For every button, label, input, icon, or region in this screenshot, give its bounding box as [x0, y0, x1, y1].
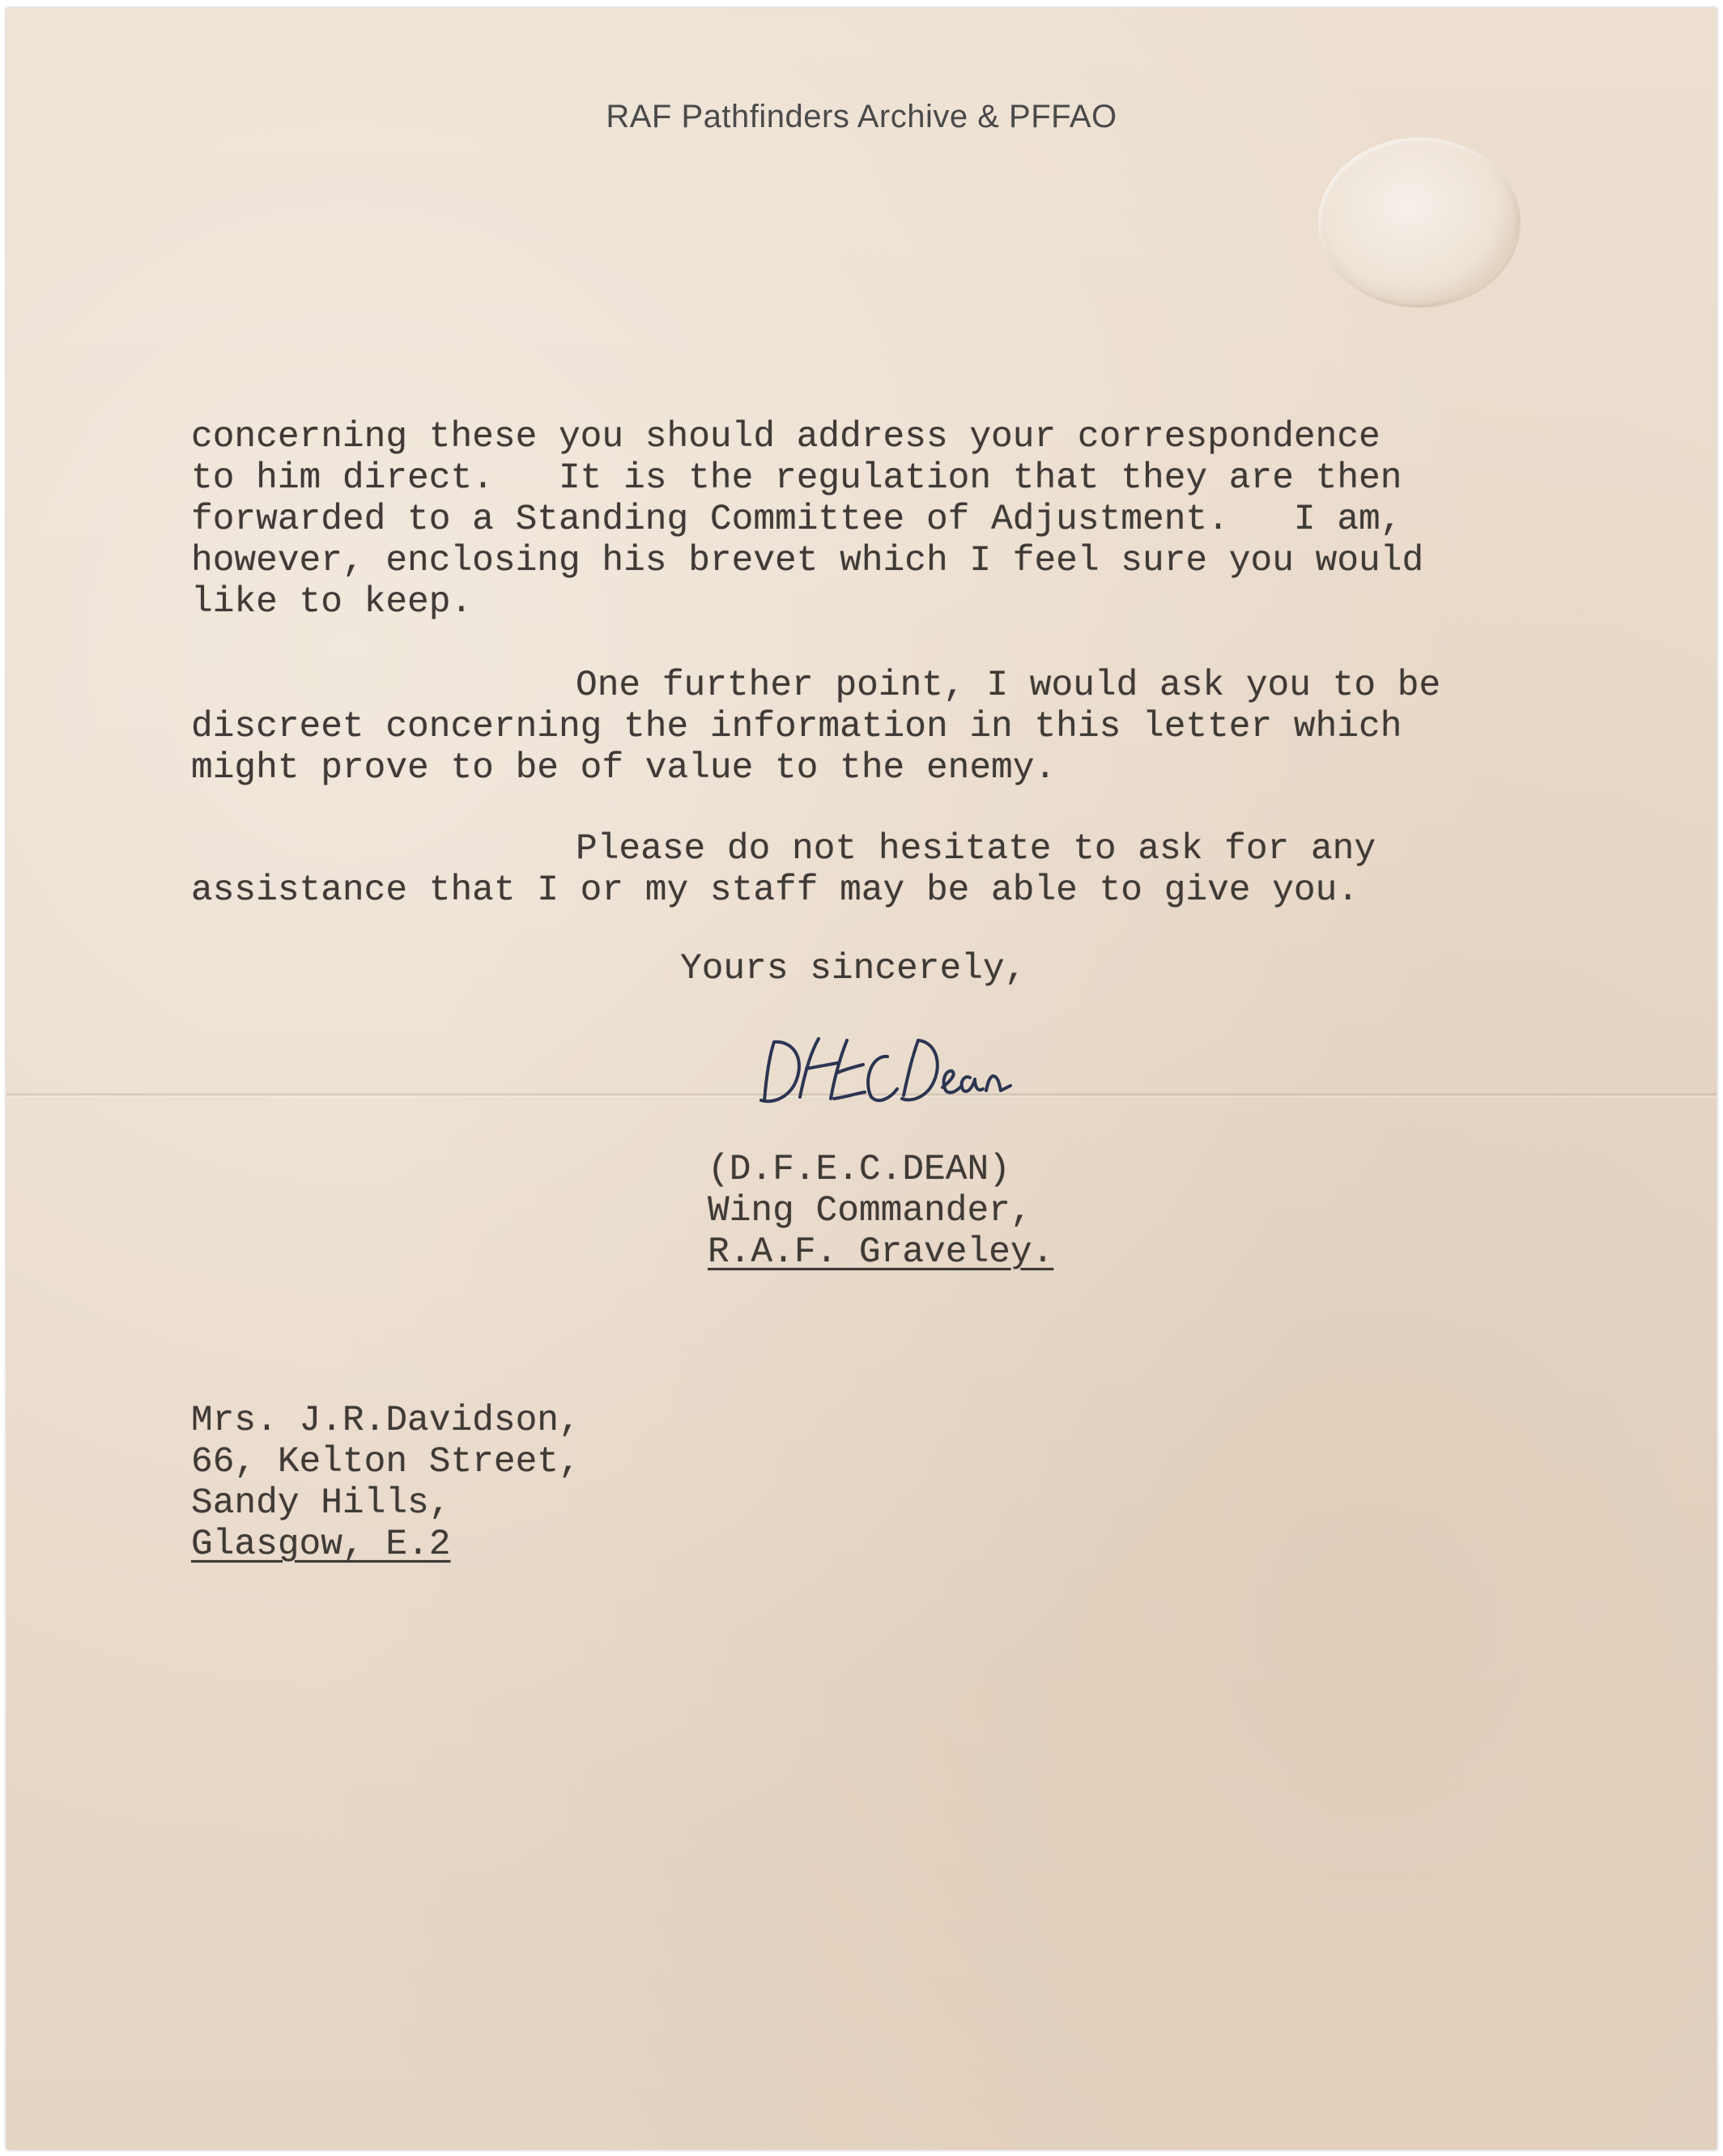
text-line: One further point, I would ask you to be	[576, 666, 1441, 706]
recipient-city: Glasgow, E.2	[191, 1525, 451, 1565]
text-line: concerning these you should address your correspondence	[191, 417, 1381, 457]
paragraph-discretion	[191, 666, 1440, 789]
recipient-address	[191, 1401, 581, 1566]
letter-page	[6, 8, 1717, 2150]
text-line: forwarded to a Standing Committee of Adjustment. I am,	[191, 500, 1402, 540]
text-line: to him direct. It is the regulation that they are then	[191, 458, 1402, 499]
embossed-crest-seal	[1318, 138, 1521, 308]
closing-salutation: Yours sincerely,	[680, 949, 1027, 989]
text-line: assistance that I or my staff may be able to give you.	[191, 870, 1359, 911]
recipient-district: Sandy Hills,	[191, 1483, 451, 1524]
sender-block	[708, 1150, 1053, 1274]
sender-rank: Wing Commander,	[708, 1191, 1032, 1231]
sender-name: (D.F.E.C.DEAN)	[708, 1150, 1010, 1190]
text-line: might prove to be of value to the enemy.	[191, 748, 1057, 789]
paragraph-assistance	[191, 829, 1376, 912]
handwritten-signature	[750, 1024, 1017, 1121]
text-line: discreet concerning the information in this letter which	[191, 707, 1402, 747]
text-line: however, enclosing his brevet which I feel sure you would	[191, 541, 1424, 581]
text-line: Please do not hesitate to ask for any	[576, 829, 1376, 870]
archive-watermark: RAF Pathfinders Archive & PFFAO	[606, 99, 1117, 134]
recipient-name: Mrs. J.R.Davidson,	[191, 1401, 581, 1441]
sender-station: R.A.F. Graveley.	[708, 1232, 1054, 1273]
recipient-street: 66, Kelton Street,	[191, 1442, 581, 1482]
text-line: like to keep.	[191, 582, 473, 623]
paragraph-correspondence	[191, 417, 1423, 623]
